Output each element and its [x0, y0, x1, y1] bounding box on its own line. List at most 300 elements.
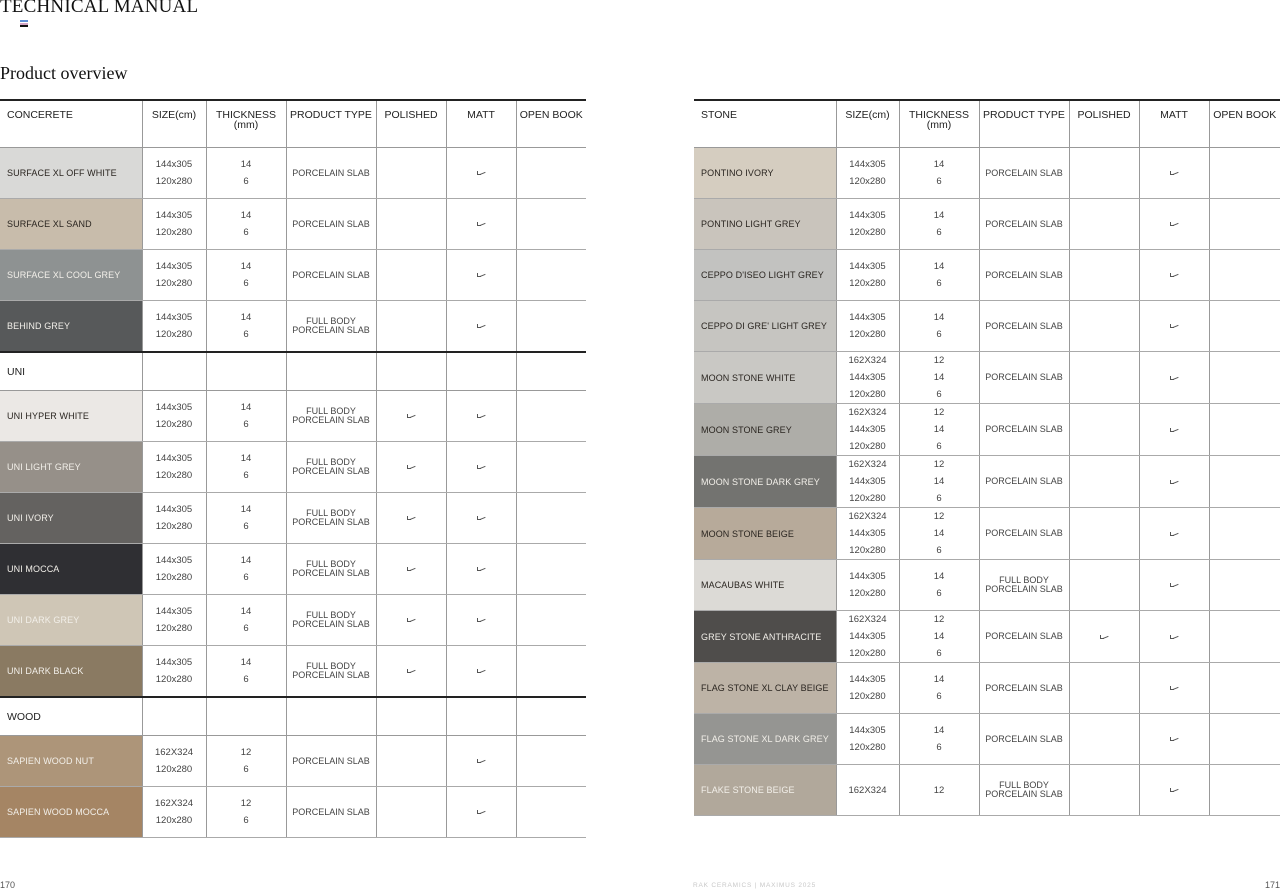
matt-cell — [446, 391, 516, 442]
polished-cell — [376, 199, 446, 250]
table-row — [0, 544, 586, 595]
open-book-cell — [516, 736, 586, 787]
table-row — [0, 250, 586, 301]
size-cell — [142, 787, 206, 838]
thickness-value: 14 — [240, 261, 252, 272]
table-row — [694, 765, 1280, 816]
size-value: 162X324 — [848, 614, 887, 625]
open-book-cell — [1209, 663, 1280, 714]
product-name: MOON STONE WHITE — [694, 352, 836, 404]
product-type-cell — [979, 560, 1069, 611]
size-value: 162X324 — [154, 747, 194, 758]
open-book-cell — [516, 199, 586, 250]
thickness-value: 14 — [240, 402, 252, 413]
page-number-right: 171 — [1264, 880, 1280, 890]
size-cell — [836, 765, 899, 816]
table-row — [694, 199, 1280, 250]
thickness-cell — [206, 736, 286, 787]
open-book-cell — [1209, 611, 1280, 663]
product-type-value: FULL BODY — [999, 780, 1049, 790]
product-name: BEHIND GREY — [0, 301, 142, 353]
open-book-cell — [1209, 765, 1280, 816]
product-type-cell — [979, 611, 1069, 663]
thickness-value: 14 — [933, 476, 945, 487]
matt-cell — [1139, 199, 1209, 250]
thickness-value: 6 — [936, 742, 942, 753]
product-type-value: PORCELAIN SLAB — [985, 528, 1063, 538]
checkmark-icon — [1169, 375, 1179, 381]
product-type-value: PORCELAIN SLAB — [985, 789, 1063, 799]
checkmark-icon — [1169, 685, 1179, 691]
polished-cell — [1069, 352, 1139, 404]
thickness-cell — [206, 301, 286, 353]
table-row — [0, 148, 586, 199]
product-type-cell — [979, 404, 1069, 456]
table-row — [694, 148, 1280, 199]
thickness-label: THICKNESS — [908, 109, 970, 121]
empty-cell — [206, 352, 286, 391]
checkmark-icon — [406, 668, 416, 674]
size-value: 120x280 — [155, 764, 193, 775]
size-value: 144x305 — [155, 453, 193, 464]
matt-cell — [446, 199, 516, 250]
empty-cell — [376, 697, 446, 736]
thickness-value: 6 — [936, 493, 942, 504]
size-value: 120x280 — [155, 329, 193, 340]
checkmark-icon — [476, 221, 486, 227]
product-name: UNI MOCCA — [0, 544, 142, 595]
checkmark-icon — [406, 515, 416, 521]
matt-cell — [446, 301, 516, 353]
matt-cell — [1139, 508, 1209, 560]
thickness-value: 12 — [933, 784, 945, 796]
column-header-polished: POLISHED — [1069, 100, 1139, 148]
product-type-value: PORCELAIN SLAB — [292, 755, 370, 766]
size-cell — [142, 595, 206, 646]
matt-cell — [1139, 714, 1209, 765]
thickness-value: 14 — [933, 725, 945, 736]
size-value: 162X324 — [848, 407, 887, 418]
table-header-row — [694, 100, 1280, 148]
column-header-matt: MATT — [1139, 100, 1209, 148]
product-type-cell — [286, 250, 376, 301]
product-type-cell — [979, 148, 1069, 199]
product-name: SURFACE XL SAND — [0, 199, 142, 250]
polished-cell — [376, 301, 446, 353]
thickness-value: 6 — [936, 588, 942, 599]
thickness-cell — [899, 456, 979, 508]
product-type-cell — [286, 199, 376, 250]
page-number-left: 170 — [0, 880, 16, 890]
flag-icon — [20, 20, 28, 27]
product-type-value: PORCELAIN SLAB — [985, 269, 1063, 280]
thickness-cell — [899, 250, 979, 301]
open-book-cell — [1209, 404, 1280, 456]
open-book-cell — [516, 442, 586, 493]
product-type-cell — [979, 663, 1069, 714]
empty-cell — [516, 352, 586, 391]
size-cell — [836, 404, 899, 456]
column-header-category: STONE — [694, 100, 836, 148]
open-book-cell — [1209, 199, 1280, 250]
matt-cell — [1139, 663, 1209, 714]
thickness-cell — [206, 442, 286, 493]
polished-cell — [376, 646, 446, 698]
size-value: 120x280 — [849, 329, 886, 340]
footer-brand: RAK CERAMICS | MAXIMUS 2025 — [693, 882, 816, 889]
thickness-label: THICKNESS — [215, 109, 277, 121]
polished-cell — [376, 787, 446, 838]
size-cell — [836, 199, 899, 250]
open-book-cell — [516, 646, 586, 698]
product-type-value: PORCELAIN SLAB — [985, 167, 1063, 178]
thickness-value: 6 — [243, 764, 249, 775]
matt-cell — [446, 646, 516, 698]
column-header-matt: MATT — [446, 100, 516, 148]
column-header-open-book: OPEN BOOK — [1209, 100, 1280, 148]
checkmark-icon — [1169, 272, 1179, 278]
open-book-cell — [516, 493, 586, 544]
table-row — [694, 663, 1280, 714]
column-header-polished: POLISHED — [376, 100, 446, 148]
thickness-value: 12 — [933, 459, 945, 470]
thickness-cell — [899, 508, 979, 560]
product-name: SURFACE XL OFF WHITE — [0, 148, 142, 199]
polished-cell — [1069, 560, 1139, 611]
thickness-value: 6 — [243, 227, 249, 238]
checkmark-icon — [476, 272, 486, 278]
thickness-value: 6 — [936, 441, 942, 452]
table-row — [0, 736, 586, 787]
product-type-value: FULL BODY — [306, 316, 356, 326]
section-label: UNI — [0, 352, 142, 391]
size-cell — [836, 301, 899, 352]
product-type-value: PORCELAIN SLAB — [292, 218, 370, 229]
size-value: 120x280 — [849, 545, 886, 556]
size-value: 144x305 — [155, 402, 193, 413]
product-name: MACAUBAS WHITE — [694, 560, 836, 611]
checkmark-icon — [1099, 634, 1109, 640]
size-cell — [836, 714, 899, 765]
thickness-value: 6 — [243, 278, 249, 289]
table-row — [694, 250, 1280, 301]
table-row — [694, 352, 1280, 404]
thickness-value: 14 — [240, 606, 252, 617]
polished-cell — [1069, 199, 1139, 250]
size-value: 120x280 — [155, 815, 193, 826]
matt-cell — [1139, 456, 1209, 508]
section-label: WOOD — [0, 697, 142, 736]
product-type-value: PORCELAIN SLAB — [985, 476, 1063, 486]
size-value: 144x305 — [849, 528, 886, 539]
product-type-value: PORCELAIN SLAB — [985, 320, 1063, 331]
size-value: 162X324 — [154, 798, 194, 809]
checkmark-icon — [1169, 170, 1179, 176]
size-cell — [142, 544, 206, 595]
checkmark-icon — [1169, 531, 1179, 537]
thickness-cell — [206, 787, 286, 838]
matt-cell — [1139, 148, 1209, 199]
matt-cell — [1139, 352, 1209, 404]
matt-cell — [446, 250, 516, 301]
size-cell — [836, 663, 899, 714]
open-book-cell — [516, 787, 586, 838]
thickness-value: 14 — [240, 504, 252, 515]
open-book-cell — [1209, 508, 1280, 560]
thickness-cell — [899, 560, 979, 611]
matt-cell — [1139, 560, 1209, 611]
column-header-product-type: PRODUCT TYPE — [979, 100, 1069, 148]
size-value: 120x280 — [155, 674, 193, 685]
table-row — [694, 456, 1280, 508]
product-type-value: FULL BODY — [306, 508, 356, 518]
size-value: 162X324 — [848, 511, 887, 522]
thickness-value: 6 — [243, 521, 249, 532]
open-book-cell — [516, 595, 586, 646]
product-type-cell — [979, 250, 1069, 301]
size-cell — [142, 250, 206, 301]
product-type-value: PORCELAIN SLAB — [292, 466, 370, 476]
checkmark-icon — [406, 566, 416, 572]
thickness-value: 6 — [243, 470, 249, 481]
empty-cell — [376, 352, 446, 391]
product-name: MOON STONE BEIGE — [694, 508, 836, 560]
thickness-cell — [899, 352, 979, 404]
open-book-cell — [1209, 560, 1280, 611]
product-name: FLAG STONE XL CLAY BEIGE — [694, 663, 836, 714]
size-value: 120x280 — [849, 278, 886, 289]
product-type-value: FULL BODY — [306, 457, 356, 467]
product-type-value: PORCELAIN SLAB — [985, 372, 1063, 382]
size-cell — [836, 250, 899, 301]
size-value: 144x305 — [849, 674, 886, 685]
table-row — [0, 391, 586, 442]
product-name: UNI DARK BLACK — [0, 646, 142, 698]
product-type-value: PORCELAIN SLAB — [292, 415, 370, 425]
table-row — [0, 442, 586, 493]
size-value: 120x280 — [849, 389, 886, 400]
thickness-cell — [206, 544, 286, 595]
product-type-value: PORCELAIN SLAB — [985, 218, 1063, 229]
section-row-wood — [0, 697, 586, 736]
size-value: 120x280 — [849, 648, 886, 659]
size-cell — [836, 148, 899, 199]
table-row — [0, 199, 586, 250]
size-value: 144x305 — [849, 372, 886, 383]
product-name: UNI IVORY — [0, 493, 142, 544]
product-type-value: PORCELAIN SLAB — [292, 325, 370, 335]
product-type-value: PORCELAIN SLAB — [985, 631, 1063, 641]
checkmark-icon — [1169, 427, 1179, 433]
polished-cell — [1069, 765, 1139, 816]
thickness-unit: (mm) — [926, 119, 952, 131]
thickness-value: 6 — [243, 176, 249, 187]
product-type-cell — [979, 714, 1069, 765]
polished-cell — [1069, 714, 1139, 765]
thickness-cell — [206, 646, 286, 698]
size-value: 144x305 — [155, 657, 193, 668]
product-type-value: PORCELAIN SLAB — [985, 584, 1063, 594]
section-row-uni — [0, 352, 586, 391]
product-name: UNI DARK GREY — [0, 595, 142, 646]
matt-cell — [1139, 611, 1209, 663]
size-value: 144x305 — [849, 210, 886, 221]
empty-cell — [516, 697, 586, 736]
matt-cell — [446, 493, 516, 544]
size-value: 120x280 — [849, 441, 886, 452]
table-row — [694, 404, 1280, 456]
product-name: SURFACE XL COOL GREY — [0, 250, 142, 301]
thickness-value: 14 — [933, 372, 945, 383]
empty-cell — [286, 697, 376, 736]
empty-cell — [446, 697, 516, 736]
size-value: 120x280 — [155, 278, 193, 289]
open-book-cell — [516, 250, 586, 301]
checkmark-icon — [1169, 582, 1179, 588]
thickness-cell — [206, 199, 286, 250]
checkmark-icon — [476, 758, 486, 764]
polished-cell — [1069, 508, 1139, 560]
product-type-cell — [286, 493, 376, 544]
product-type-value: PORCELAIN SLAB — [985, 682, 1063, 693]
product-name: PONTINO IVORY — [694, 148, 836, 199]
matt-cell — [446, 595, 516, 646]
polished-cell — [376, 736, 446, 787]
thickness-value: 6 — [243, 674, 249, 685]
size-value: 144x305 — [155, 504, 193, 515]
table-row — [0, 787, 586, 838]
size-cell — [836, 611, 899, 663]
size-value: 120x280 — [155, 572, 193, 583]
polished-cell — [376, 442, 446, 493]
table-row — [694, 508, 1280, 560]
thickness-value: 6 — [936, 227, 942, 238]
size-value: 144x305 — [155, 159, 193, 170]
table-header-row — [0, 100, 586, 148]
size-value: 144x305 — [849, 725, 886, 736]
table-row — [0, 301, 586, 353]
checkmark-icon — [476, 515, 486, 521]
product-type-cell — [286, 301, 376, 353]
matt-cell — [1139, 765, 1209, 816]
thickness-value: 6 — [243, 572, 249, 583]
thickness-value: 14 — [933, 159, 945, 170]
product-type-value: PORCELAIN SLAB — [292, 619, 370, 629]
thickness-value: 14 — [933, 631, 945, 642]
size-value: 120x280 — [849, 227, 886, 238]
product-name: UNI HYPER WHITE — [0, 391, 142, 442]
checkmark-icon — [406, 464, 416, 470]
size-value: 162X324 — [848, 459, 887, 470]
polished-cell — [376, 148, 446, 199]
open-book-cell — [516, 544, 586, 595]
thickness-value: 14 — [933, 528, 945, 539]
size-value: 120x280 — [155, 623, 193, 634]
polished-cell — [1069, 611, 1139, 663]
size-cell — [836, 508, 899, 560]
product-type-value: FULL BODY — [999, 575, 1049, 585]
table-row — [694, 714, 1280, 765]
document-title: TECHNICAL MANUAL — [0, 0, 199, 17]
stone-product-table — [694, 99, 1280, 816]
thickness-value: 14 — [240, 453, 252, 464]
product-name: CEPPO DI GRE' LIGHT GREY — [694, 301, 836, 352]
size-value: 162X324 — [848, 784, 887, 796]
size-cell — [142, 301, 206, 353]
size-value: 144x305 — [155, 606, 193, 617]
thickness-cell — [899, 301, 979, 352]
size-value: 120x280 — [155, 470, 193, 481]
product-type-cell — [286, 595, 376, 646]
product-type-value: PORCELAIN SLAB — [292, 269, 370, 280]
empty-cell — [206, 697, 286, 736]
checkmark-icon — [476, 668, 486, 674]
thickness-value: 14 — [240, 210, 252, 221]
polished-cell — [1069, 148, 1139, 199]
size-value: 144x305 — [155, 312, 193, 323]
thickness-cell — [206, 595, 286, 646]
checkmark-icon — [406, 413, 416, 419]
product-type-cell — [979, 352, 1069, 404]
matt-cell — [446, 544, 516, 595]
open-book-cell — [1209, 714, 1280, 765]
size-cell — [142, 199, 206, 250]
size-cell — [142, 736, 206, 787]
thickness-value: 14 — [933, 674, 945, 685]
polished-cell — [376, 250, 446, 301]
size-value: 120x280 — [155, 419, 193, 430]
size-cell — [836, 352, 899, 404]
column-header-thickness — [206, 100, 286, 148]
size-value: 144x305 — [155, 555, 193, 566]
thickness-value: 6 — [243, 329, 249, 340]
matt-cell — [446, 787, 516, 838]
polished-cell — [376, 493, 446, 544]
product-name: SAPIEN WOOD NUT — [0, 736, 142, 787]
column-header-size: SIZE(cm) — [142, 100, 206, 148]
product-type-value: PORCELAIN SLAB — [985, 733, 1063, 744]
table-row — [694, 611, 1280, 663]
product-type-value: FULL BODY — [306, 559, 356, 569]
thickness-value: 12 — [933, 511, 945, 522]
thickness-value: 14 — [933, 312, 945, 323]
product-type-cell — [286, 787, 376, 838]
thickness-value: 14 — [240, 657, 252, 668]
product-type-cell — [286, 736, 376, 787]
product-type-cell — [286, 391, 376, 442]
size-cell — [836, 560, 899, 611]
column-header-category: CONCERETE — [0, 100, 142, 148]
checkmark-icon — [1169, 787, 1179, 793]
polished-cell — [1069, 250, 1139, 301]
matt-cell — [1139, 404, 1209, 456]
polished-cell — [376, 544, 446, 595]
size-value: 144x305 — [849, 571, 886, 582]
product-type-cell — [286, 442, 376, 493]
concrete-product-table — [0, 99, 586, 838]
product-type-cell — [286, 646, 376, 698]
size-cell — [142, 646, 206, 698]
thickness-cell — [206, 493, 286, 544]
thickness-value: 6 — [243, 815, 249, 826]
open-book-cell — [516, 391, 586, 442]
checkmark-icon — [476, 464, 486, 470]
size-cell — [142, 442, 206, 493]
product-type-value: PORCELAIN SLAB — [985, 424, 1063, 434]
size-cell — [142, 148, 206, 199]
checkmark-icon — [476, 413, 486, 419]
product-name: PONTINO LIGHT GREY — [694, 199, 836, 250]
